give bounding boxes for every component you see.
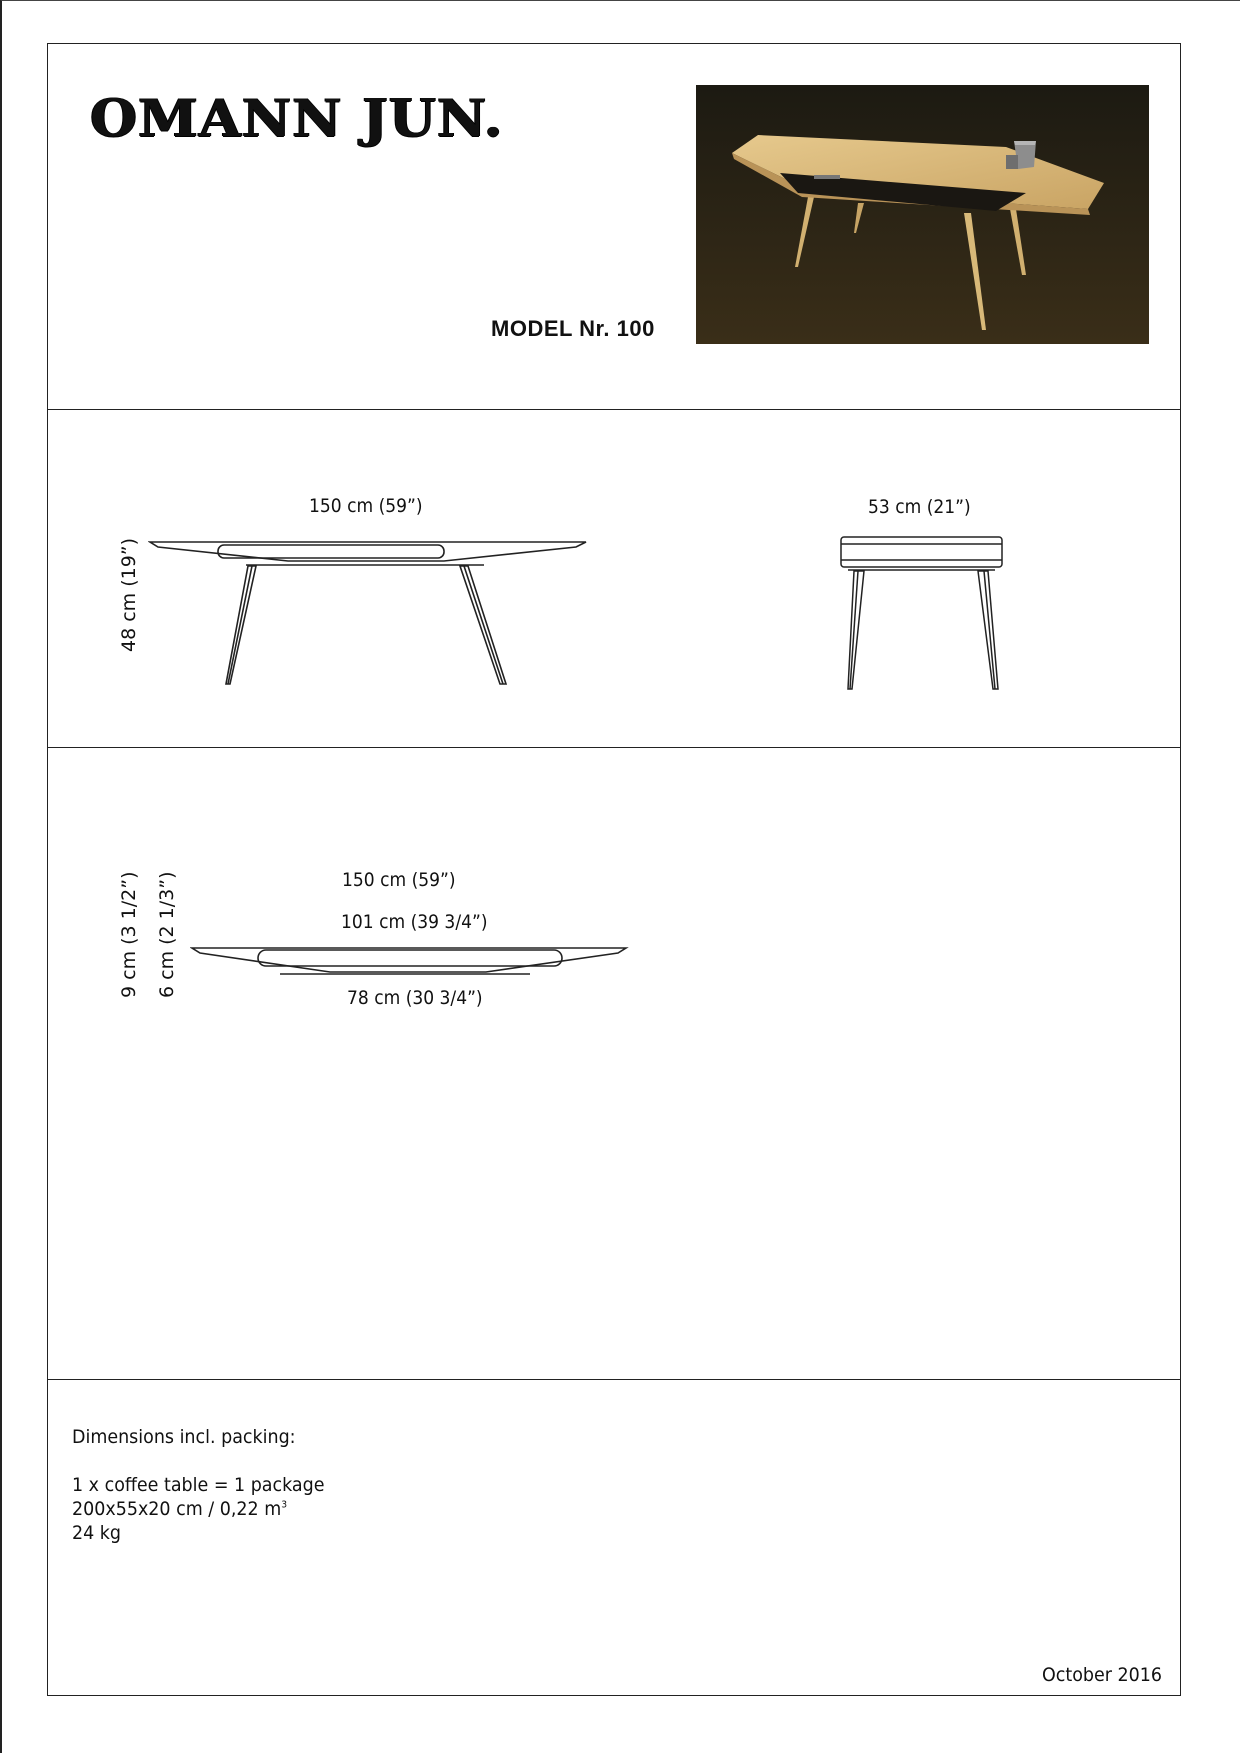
product-render xyxy=(696,85,1149,344)
document-date: October 2016 xyxy=(1042,1664,1163,1686)
front-width-dimension: 150 cm (59”) xyxy=(309,495,423,517)
top-outer-thickness-dimension: 9 cm (3 1/2”) xyxy=(118,871,140,998)
brand-logo: OMANN JUN. xyxy=(90,87,504,149)
divider-header xyxy=(47,409,1181,410)
divider-top-view xyxy=(47,1379,1181,1380)
side-elevation-drawing xyxy=(838,534,1008,694)
front-elevation-drawing xyxy=(148,534,590,689)
top-section-drawing xyxy=(190,940,630,980)
front-height-dimension: 48 cm (19”) xyxy=(118,537,140,652)
packing-line-dimensions: 200x55x20 cm / 0,22 $m^3$ xyxy=(72,1498,288,1520)
top-recess-length-dimension: 101 cm (39 3/4”) xyxy=(341,911,488,933)
packing-line-package: 1 x coffee table = 1 package xyxy=(72,1474,325,1496)
top-inner-thickness-dimension: 6 cm (2 1/3”) xyxy=(156,871,178,998)
side-depth-dimension: 53 cm (21”) xyxy=(868,496,971,518)
top-total-length-dimension: 150 cm (59”) xyxy=(342,869,456,891)
packing-heading: Dimensions incl. packing: xyxy=(72,1426,296,1448)
divider-elevations xyxy=(47,747,1181,748)
packing-line-weight: 24 kg xyxy=(72,1522,122,1544)
model-number: MODEL Nr. 100 xyxy=(491,316,655,341)
top-bottom-length-dimension: 78 cm (30 3/4”) xyxy=(347,987,483,1009)
